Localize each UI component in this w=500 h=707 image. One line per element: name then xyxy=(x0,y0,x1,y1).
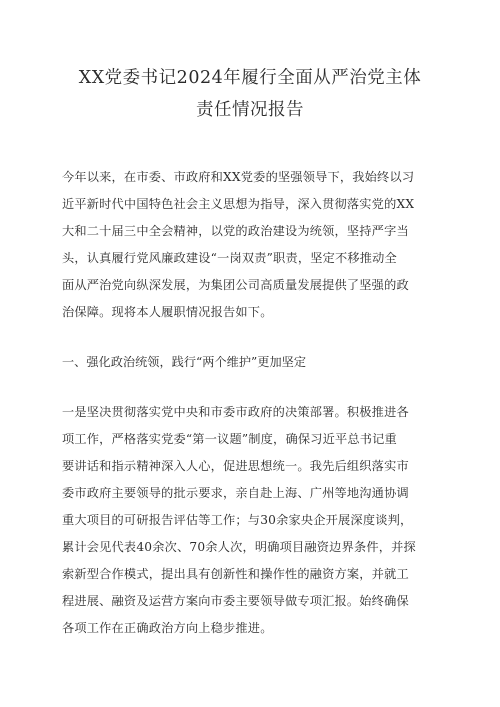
document-title-line-1: XX党委书记2024年履行全面从严治党主体 xyxy=(78,68,422,88)
section-line: 索新型合作模式，提出具有创新性和操作性的融资方案，并就工 xyxy=(62,567,409,581)
intro-paragraph xyxy=(62,164,442,326)
section-line: 委市政府主要领导的批示要求，亲自赴上海、广州等地沟通协调 xyxy=(62,486,409,500)
intro-line: 近平新时代中国特色社会主义思想为指导，深入贯彻落实党的XX xyxy=(62,197,415,211)
intro-line: 治保障。现将本人履职情况报告如下。 xyxy=(62,305,273,319)
intro-line: 头，认真履行党风廉政建设“一岗双责”职责，坚定不移推动全 xyxy=(62,251,397,265)
section-line: 要讲话和指示精神深入人心，促进思想统一。我先后组织落实市 xyxy=(62,459,409,473)
section-line: 重大项目的可研报告评估等工作；与30余家央企开展深度谈判， xyxy=(62,513,413,527)
section-paragraph xyxy=(62,399,442,642)
section-line: 各项工作在正确政治方向上稳步推进。 xyxy=(62,621,273,635)
intro-line: 大和二十届三中全会精神，以党的政治建设为统领，坚持严字当 xyxy=(62,224,409,238)
section-line: 一是坚决贯彻落实党中央和市委市政府的决策部署。积极推进各 xyxy=(62,405,409,419)
document-title-line-2: 责任情况报告 xyxy=(196,100,304,120)
section-line: 项工作，严格落实党委“第一议题”制度，确保习近平总书记重 xyxy=(62,432,397,446)
intro-line: 面从严治党向纵深发展，为集团公司高质量发展提供了坚强的政 xyxy=(62,278,409,292)
section-line: 累计会见代表40余次、70余人次，明确项目融资边界条件，并探 xyxy=(62,540,416,554)
section-heading: 一、强化政治统领，践行“两个维护”更加坚定 xyxy=(62,355,307,369)
intro-line: 今年以来，在市委、市政府和XX党委的坚强领导下，我始终以习 xyxy=(62,170,415,184)
section-line: 程进展、融资及运营方案向市委主要领导做专项汇报。始终确保 xyxy=(62,594,409,608)
